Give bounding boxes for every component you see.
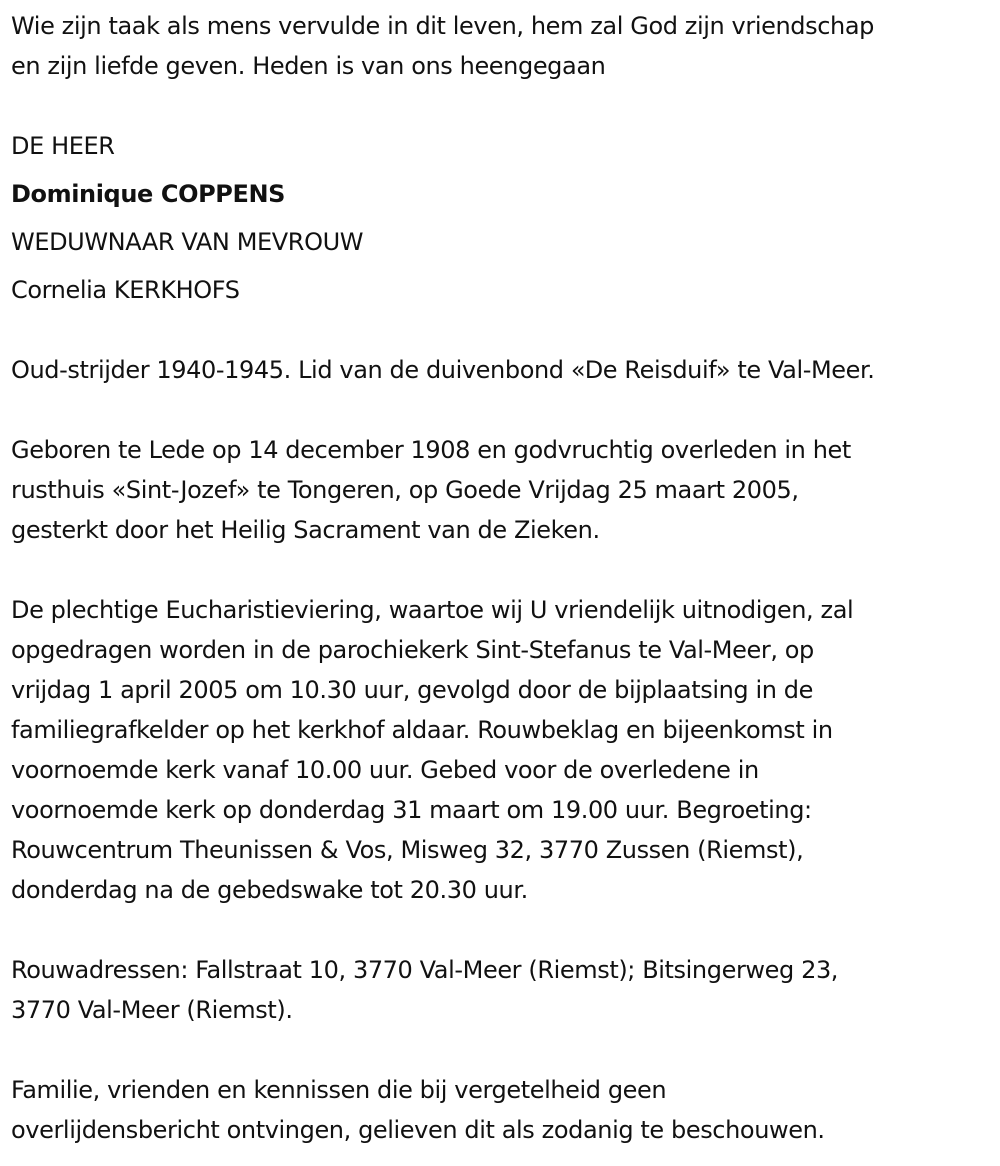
service-line-8: donderdag na de gebedswake tot 20.30 uur. xyxy=(11,876,528,904)
membership-line: Oud-strijder 1940-1945. Lid van de duivenbond «De Reisduif» te Val-Meer. xyxy=(11,356,875,384)
birth-death-line-3: gesterkt door het Heilig Sacrament van de Zieken. xyxy=(11,516,600,544)
closing-line-2: overlijdensbericht ontvingen, gelieven dit als zodanig te beschouwen. xyxy=(11,1116,825,1144)
service-line-3: vrijdag 1 april 2005 om 10.30 uur, gevolgd door de bijplaatsing in de xyxy=(11,676,813,704)
spouse-name: Cornelia KERKHOFS xyxy=(11,276,240,304)
intro-line-1: Wie zijn taak als mens vervulde in dit leven, hem zal God zijn vriendschap xyxy=(11,12,874,40)
service-line-2: opgedragen worden in de parochiekerk Sint-Stefanus te Val-Meer, op xyxy=(11,636,814,664)
service-line-4: familiegrafkelder op het kerkhof aldaar. Rouwbeklag en bijeenkomst in xyxy=(11,716,833,744)
service-line-1: De plechtige Eucharistieviering, waartoe wij U vriendelijk uitnodigen, zal xyxy=(11,596,854,624)
addresses-line-1: Rouwadressen: Fallstraat 10, 3770 Val-Meer (Riemst); Bitsingerweg 23, xyxy=(11,956,839,984)
addresses-line-2: 3770 Val-Meer (Riemst). xyxy=(11,996,293,1024)
birth-death-line-2: rusthuis «Sint-Jozef» te Tongeren, op Goede Vrijdag 25 maart 2005, xyxy=(11,476,799,504)
deceased-name: Dominique COPPENS xyxy=(11,180,286,208)
service-line-7: Rouwcentrum Theunissen & Vos, Misweg 32, 3770 Zussen (Riemst), xyxy=(11,836,804,864)
service-line-5: voornoemde kerk vanaf 10.00 uur. Gebed voor de overledene in xyxy=(11,756,759,784)
intro-line-2: en zijn liefde geven. Heden is van ons heengegaan xyxy=(11,52,606,80)
relation-label: WEDUWNAAR VAN MEVROUW xyxy=(11,228,364,256)
service-line-6: voornoemde kerk op donderdag 31 maart om 19.00 uur. Begroeting: xyxy=(11,796,812,824)
birth-death-line-1: Geboren te Lede op 14 december 1908 en godvruchtig overleden in het xyxy=(11,436,851,464)
closing-line-1: Familie, vrienden en kennissen die bij vergetelheid geen xyxy=(11,1076,667,1104)
honorific: DE HEER xyxy=(11,132,115,160)
